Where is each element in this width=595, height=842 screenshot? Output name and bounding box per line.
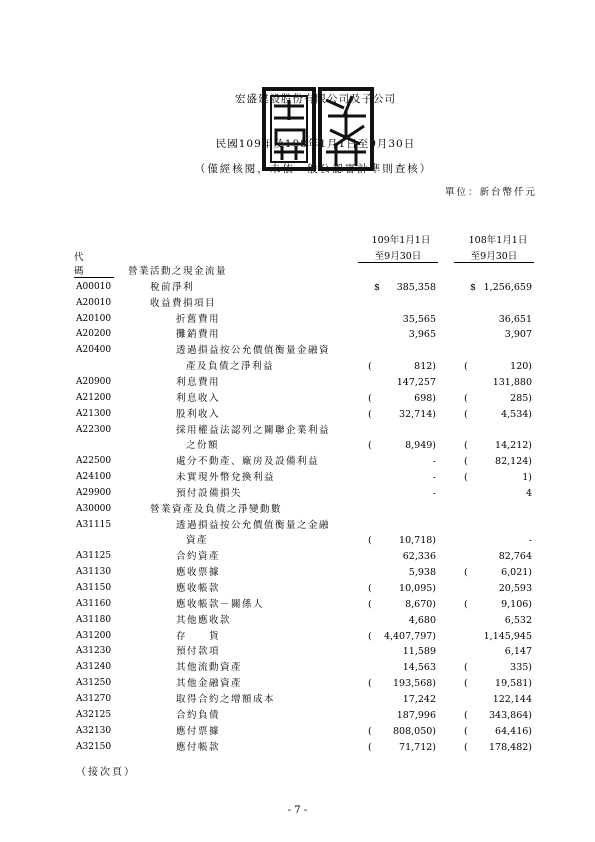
row-code: A32125 bbox=[76, 709, 112, 720]
period-title: 民國109年及108年1月1日至9月30日 bbox=[215, 138, 416, 150]
table-row bbox=[0, 296, 595, 311]
row-label: 股利收入 bbox=[176, 408, 221, 420]
table-row bbox=[0, 407, 595, 422]
row-label: 收益費損項目 bbox=[150, 297, 217, 309]
row-label: 合約資產 bbox=[176, 551, 221, 563]
row-label: 採用權益法認列之關聯企業利益 bbox=[176, 424, 331, 436]
row-code: A24100 bbox=[76, 472, 112, 483]
negative-open-paren: ( bbox=[464, 709, 468, 721]
row-label: 預付款項 bbox=[176, 646, 221, 658]
value-2019: 6,147 bbox=[504, 646, 532, 658]
value-2020: 62,336 bbox=[402, 551, 436, 563]
value-2020: 71,712) bbox=[399, 741, 436, 753]
row-code: A31270 bbox=[76, 693, 112, 704]
col1-header-line1: 109年1月1日 bbox=[371, 235, 431, 246]
negative-open-paren: ( bbox=[464, 725, 468, 737]
row-code: A21200 bbox=[76, 392, 112, 403]
table-row bbox=[0, 629, 595, 644]
row-code: A31150 bbox=[76, 583, 112, 593]
value-2019: 64,416) bbox=[495, 725, 532, 737]
table-row bbox=[0, 660, 595, 675]
value-2019: 1,256,659 bbox=[483, 281, 532, 293]
table-row bbox=[0, 565, 595, 580]
row-code: A31240 bbox=[76, 662, 112, 673]
value-2020: 14,563 bbox=[402, 662, 436, 674]
row-label: 未實現外幣兌換利益 bbox=[176, 472, 276, 484]
table-row bbox=[0, 502, 595, 517]
negative-open-paren: ( bbox=[368, 361, 372, 373]
row-code: A32130 bbox=[76, 725, 112, 736]
negative-open-paren: ( bbox=[464, 678, 468, 690]
table-row bbox=[0, 549, 595, 564]
value-2019: 1) bbox=[522, 472, 532, 484]
row-code: A20400 bbox=[76, 345, 112, 356]
value-2020: 10,095) bbox=[399, 583, 436, 594]
row-code: A31200 bbox=[76, 630, 112, 641]
table-row bbox=[0, 613, 595, 628]
row-label: 應付帳款 bbox=[176, 741, 221, 753]
row-code: A31130 bbox=[76, 567, 112, 578]
row-code: A21300 bbox=[76, 408, 112, 419]
row-code: A31180 bbox=[76, 614, 112, 625]
negative-open-paren: ( bbox=[464, 408, 468, 420]
table-row bbox=[0, 676, 595, 691]
negative-open-paren: ( bbox=[368, 630, 372, 642]
table-row bbox=[0, 375, 595, 390]
row-label: 產及負債之淨利益 bbox=[186, 361, 275, 373]
table-row bbox=[0, 312, 595, 327]
value-2020: 17,242 bbox=[402, 693, 436, 705]
review-note: （僅經核閱，未依一般公認審計準則查核） bbox=[194, 163, 433, 175]
value-2019: 1,145,945 bbox=[483, 630, 532, 642]
currency-symbol: $ bbox=[470, 281, 477, 293]
row-code: A00010 bbox=[76, 281, 112, 292]
row-code: A31115 bbox=[76, 519, 112, 530]
value-2020: 147,257 bbox=[396, 376, 436, 388]
col2-header-line1: 108年1月1日 bbox=[468, 235, 528, 246]
unit-label: 單位：新台幣仟元 bbox=[444, 187, 537, 198]
negative-open-paren: ( bbox=[368, 598, 372, 610]
row-code: A22300 bbox=[76, 424, 112, 435]
negative-open-paren: ( bbox=[464, 440, 468, 452]
table-row bbox=[0, 264, 595, 279]
row-label: 之份額 bbox=[186, 440, 220, 452]
value-2019: 20,593 bbox=[498, 583, 532, 594]
row-code: A32150 bbox=[76, 741, 112, 752]
table-row bbox=[0, 343, 595, 358]
table-row bbox=[0, 327, 595, 342]
table-row bbox=[0, 454, 595, 469]
value-2020: - bbox=[432, 472, 436, 484]
value-2020: 812) bbox=[414, 361, 436, 373]
table-row bbox=[0, 724, 595, 739]
row-label: 應收帳款 bbox=[176, 583, 221, 594]
negative-open-paren: ( bbox=[368, 583, 372, 594]
row-label: 合約負債 bbox=[176, 709, 221, 721]
row-label: 稅前淨利 bbox=[150, 281, 195, 293]
table-row bbox=[0, 740, 595, 755]
value-2020: 11,589 bbox=[402, 646, 436, 658]
company-title: 宏盛建設股份有限公司及子公司 bbox=[235, 93, 396, 105]
code-column-header: 代 碼 bbox=[74, 249, 114, 278]
value-2019: 285) bbox=[510, 392, 532, 404]
negative-open-paren: ( bbox=[368, 725, 372, 737]
row-label: 其他流動資產 bbox=[176, 662, 243, 674]
row-label: 其他金融資產 bbox=[176, 678, 243, 690]
value-2020: 4,407,797) bbox=[383, 630, 436, 642]
row-label: 透過損益按公允價值衡量之金融 bbox=[176, 519, 331, 531]
value-2020: 3,965 bbox=[408, 329, 436, 341]
value-2019: 82,124) bbox=[495, 456, 532, 468]
value-2020: 5,938 bbox=[408, 567, 436, 579]
value-2019: 131,880 bbox=[492, 376, 532, 388]
row-code: A20010 bbox=[76, 297, 112, 308]
negative-open-paren: ( bbox=[368, 440, 372, 452]
row-code: A31160 bbox=[76, 598, 112, 609]
row-label: 折舊費用 bbox=[176, 313, 221, 325]
value-2019: 343,864) bbox=[489, 709, 532, 721]
value-2019: 19,581) bbox=[495, 678, 532, 690]
value-2019: 335) bbox=[510, 662, 532, 674]
value-2019: 4,534) bbox=[501, 408, 532, 420]
value-2019: 36,651 bbox=[498, 313, 532, 325]
row-code: A29900 bbox=[76, 487, 112, 498]
value-2020: 32,714) bbox=[399, 408, 436, 420]
value-2020: 698) bbox=[414, 392, 436, 404]
negative-open-paren: ( bbox=[464, 472, 468, 484]
row-label: 利息收入 bbox=[176, 392, 221, 404]
value-2019: 120) bbox=[510, 361, 532, 373]
row-label: 處分不動產、廠房及設備利益 bbox=[176, 456, 320, 468]
value-2019: 178,482) bbox=[489, 741, 532, 753]
value-2020: 35,565 bbox=[402, 313, 436, 325]
row-label: 應付票據 bbox=[176, 725, 221, 737]
negative-open-paren: ( bbox=[368, 678, 372, 690]
row-code: A31125 bbox=[76, 551, 112, 562]
table-row bbox=[0, 518, 595, 533]
table-row bbox=[0, 438, 595, 453]
table-row bbox=[0, 391, 595, 406]
value-2020: 10,718) bbox=[399, 535, 436, 547]
negative-open-paren: ( bbox=[464, 392, 468, 404]
value-2019: 9,106) bbox=[501, 598, 532, 610]
col1-header-line2: 至9月30日 bbox=[358, 248, 438, 263]
table-row bbox=[0, 692, 595, 707]
table-row bbox=[0, 597, 595, 612]
table-row bbox=[0, 644, 595, 659]
continued-note: （接次頁） bbox=[76, 767, 136, 778]
value-2020: 8,670) bbox=[405, 598, 436, 610]
company-seal-stamp bbox=[262, 86, 374, 172]
value-2019: 6,021) bbox=[501, 567, 532, 579]
row-label: 預付設備損失 bbox=[176, 487, 243, 499]
value-2020: 4,680 bbox=[408, 614, 436, 626]
value-2020: - bbox=[432, 456, 436, 468]
row-code: A20100 bbox=[76, 313, 112, 324]
row-code: A20200 bbox=[76, 329, 112, 340]
negative-open-paren: ( bbox=[368, 535, 372, 547]
row-label: 存 貨 bbox=[176, 630, 221, 642]
negative-open-paren: ( bbox=[464, 662, 468, 674]
row-label: 透過損益按公允價值衡量金融資 bbox=[176, 345, 331, 357]
value-2020: 385,358 bbox=[396, 281, 436, 293]
negative-open-paren: ( bbox=[464, 741, 468, 753]
negative-open-paren: ( bbox=[368, 741, 372, 753]
value-2019: - bbox=[528, 535, 532, 547]
value-2019: 4 bbox=[525, 487, 532, 499]
value-2020: - bbox=[432, 487, 436, 499]
negative-open-paren: ( bbox=[464, 456, 468, 468]
row-label: 營業活動之現金流量 bbox=[128, 266, 228, 277]
table-row bbox=[0, 581, 595, 596]
col2-header-line2: 至9月30日 bbox=[454, 248, 534, 263]
row-label: 其他應收款 bbox=[176, 614, 232, 626]
table-row bbox=[0, 708, 595, 723]
row-label: 取得合約之增額成本 bbox=[176, 693, 276, 705]
value-2019: 14,212) bbox=[495, 440, 532, 452]
value-2019: 6,532 bbox=[504, 614, 532, 626]
value-2020: 8,949) bbox=[405, 440, 436, 452]
table-row bbox=[0, 533, 595, 548]
table-row bbox=[0, 470, 595, 485]
row-code: A22500 bbox=[76, 456, 112, 467]
row-label: 應收帳款－關係人 bbox=[176, 598, 265, 610]
value-2020: 193,568) bbox=[393, 678, 436, 690]
negative-open-paren: ( bbox=[368, 392, 372, 404]
row-label: 攤銷費用 bbox=[176, 329, 221, 341]
row-code: A31250 bbox=[76, 678, 112, 689]
negative-open-paren: ( bbox=[464, 567, 468, 579]
row-label: 利息費用 bbox=[176, 376, 221, 388]
value-2019: 82,764 bbox=[498, 551, 532, 563]
negative-open-paren: ( bbox=[464, 598, 468, 610]
row-code: A20900 bbox=[76, 376, 112, 387]
row-label: 應收票據 bbox=[176, 567, 221, 579]
row-label: 營業資產及負債之淨變動數 bbox=[150, 503, 283, 515]
page-number: - 7 - bbox=[287, 805, 308, 816]
negative-open-paren: ( bbox=[464, 361, 468, 373]
table-row bbox=[0, 359, 595, 374]
currency-symbol: $ bbox=[374, 281, 381, 293]
row-code: A31230 bbox=[76, 646, 112, 657]
table-row bbox=[0, 280, 595, 295]
value-2020: 187,996 bbox=[396, 709, 436, 721]
value-2019: 122,144 bbox=[492, 693, 532, 705]
table-row bbox=[0, 423, 595, 438]
value-2019: 3,907 bbox=[504, 329, 532, 341]
negative-open-paren: ( bbox=[368, 408, 372, 420]
row-code: A30000 bbox=[76, 503, 112, 514]
row-label: 資產 bbox=[186, 535, 209, 547]
value-2020: 808,050) bbox=[393, 725, 436, 737]
table-row bbox=[0, 486, 595, 501]
